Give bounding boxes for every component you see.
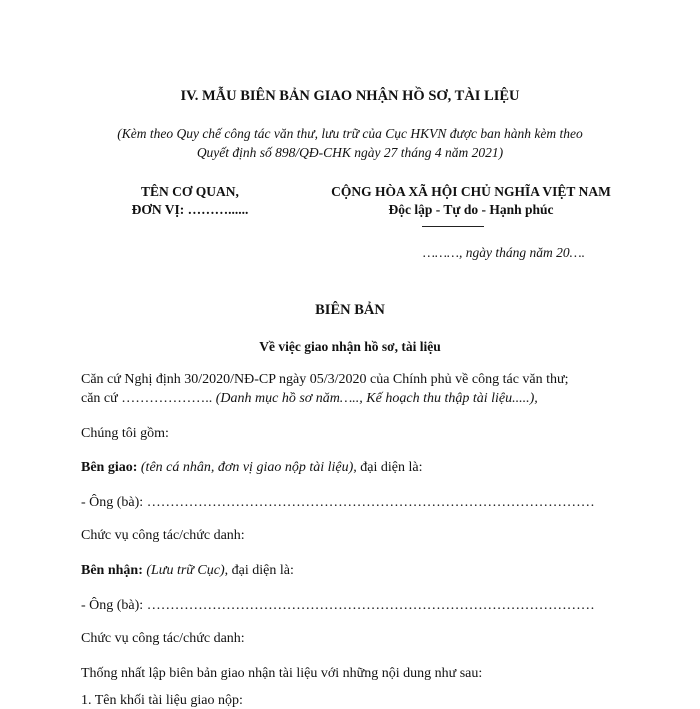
motto-underline [422, 226, 484, 227]
giver-suffix: , đại diện là: [353, 460, 423, 475]
basis-line-2 [81, 391, 538, 407]
national-motto: Độc lập - Tự do - Hạnh phúc [388, 202, 554, 217]
section-title: IV. MẪU BIÊN BẢN GIAO NHẬN HỒ SƠ, TÀI LIỆU [180, 88, 520, 104]
receiver-position-field: Chức vụ công tác/chức danh: [81, 631, 245, 646]
giver-label: Bên giao: [81, 460, 138, 475]
date-line: ………, ngày tháng năm 20…. [423, 245, 586, 260]
national-header [290, 183, 652, 219]
subtitle-line-1: (Kèm theo Quy chế công tác văn thư, lưu trữ của Cục HKVN được ban hành kèm theo [117, 126, 583, 141]
agency-unit: ĐƠN VỊ: ………...... [131, 202, 249, 217]
subtitle [40, 124, 660, 162]
agency-name: TÊN CƠ QUAN, [141, 184, 239, 199]
basis-prefix: căn cứ ……………….. [81, 391, 216, 406]
document-title: BIÊN BẢN [315, 302, 385, 318]
receiver-person-field: - Ông (bà): …………………………………………………………………………………… [81, 598, 595, 613]
receiver-description: (Lưu trữ Cục) [146, 563, 225, 578]
receiver-suffix: , đại diện là: [224, 563, 294, 578]
document-subtitle: Về việc giao nhận hồ sơ, tài liệu [259, 339, 441, 354]
agency-block [95, 183, 285, 219]
giver-position-field: Chức vụ công tác/chức danh: [81, 528, 245, 543]
agreement-statement: Thống nhất lập biên bản giao nhận tài liệu với những nội dung như sau: [81, 666, 483, 681]
receiver-line [81, 563, 294, 579]
subtitle-line-2: Quyết định số 898/QĐ-CHK ngày 27 tháng 4 năm 2021) [196, 145, 504, 160]
basis-line-1: Căn cứ Nghị định 30/2020/NĐ-CP ngày 05/3/2020 của Chính phủ về công tác văn thư; [81, 372, 569, 387]
giver-person-field: - Ông (bà): …………………………………………………………………………………… [81, 495, 595, 510]
national-title: CỘNG HÒA XÃ HỘI CHỦ NGHĨA VIỆT NAM [331, 184, 611, 199]
item-1: 1. Tên khối tài liệu giao nộp: [81, 693, 243, 708]
giver-description: (tên cá nhân, đơn vị giao nộp tài liệu) [140, 460, 354, 475]
we-include: Chúng tôi gồm: [81, 426, 169, 441]
basis-italic: (Danh mục hồ sơ năm….., Kế hoạch thu thập tài liệu.....), [215, 391, 538, 406]
receiver-label: Bên nhận: [81, 563, 143, 578]
giver-line [81, 460, 422, 476]
